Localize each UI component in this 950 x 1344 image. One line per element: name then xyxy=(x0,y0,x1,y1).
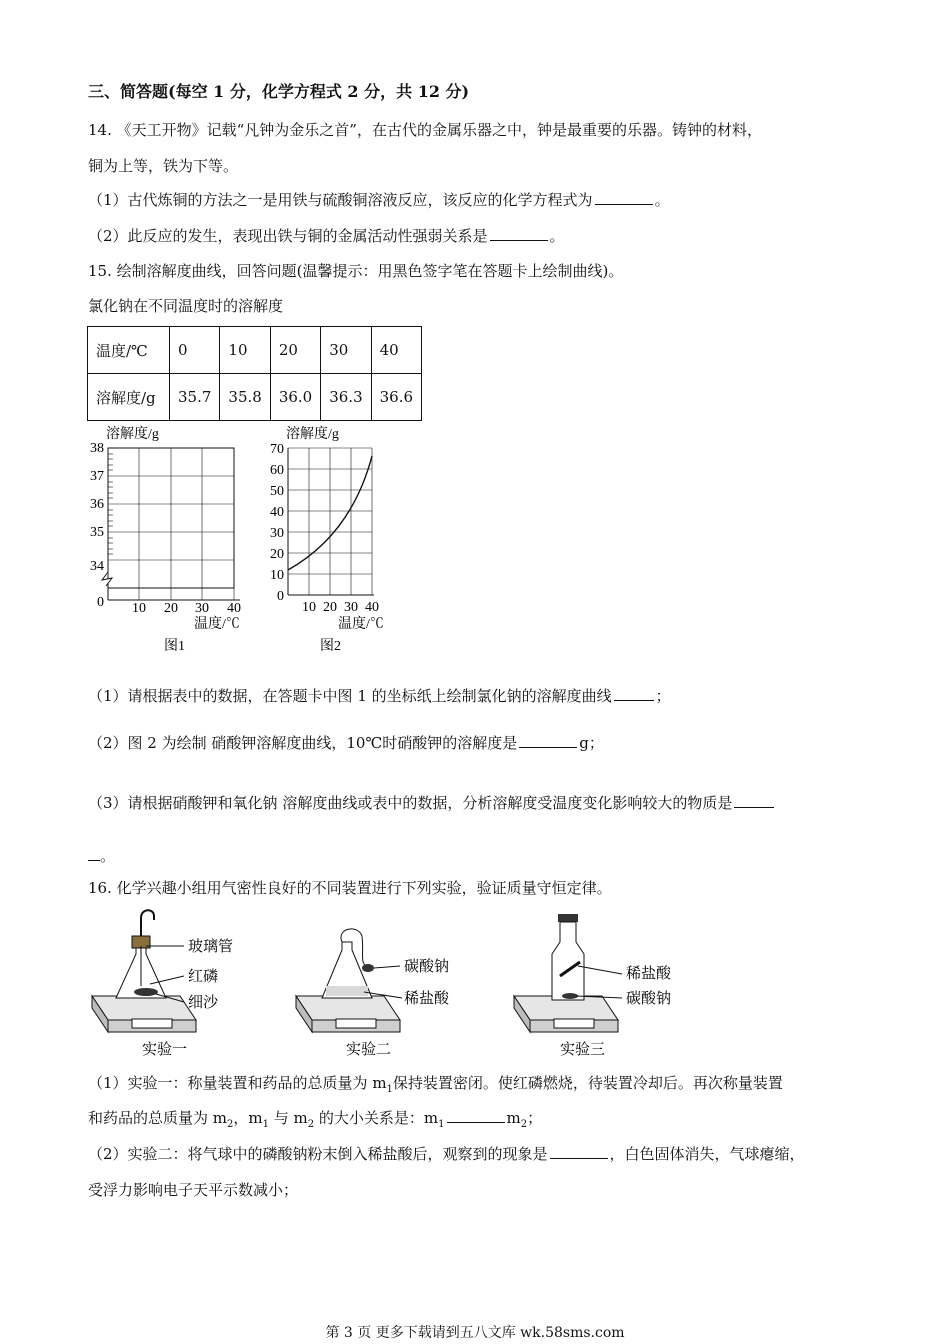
q15-intro: 15. 绘制溶解度曲线，回答问题(温馨提示：用黑色签字笔在答题卡上绘制曲线)。 xyxy=(88,262,624,280)
q14-part1 xyxy=(88,190,670,210)
table-cell: 10 xyxy=(220,327,270,374)
tick-label: 38 xyxy=(90,441,104,456)
table-cell: 溶解度/g xyxy=(88,374,170,421)
tick-label: 10 xyxy=(270,568,284,583)
subscript: 2 xyxy=(307,1119,315,1130)
answer-blank[interactable] xyxy=(550,1144,608,1159)
tick-label: 30 xyxy=(195,601,209,616)
solubility-table xyxy=(87,326,422,421)
table-cell: 30 xyxy=(321,327,371,374)
text: （1）实验一：称量装置和药品的总质量为 m xyxy=(88,1074,387,1092)
tick-label: 30 xyxy=(344,600,358,615)
exp2-caption: 实验二 xyxy=(346,1040,392,1058)
tick-label: 10 xyxy=(132,601,146,616)
exp3-label: 稀盐酸 xyxy=(626,964,672,982)
subscript: 1 xyxy=(438,1119,445,1130)
text: ； xyxy=(527,1109,543,1127)
answer-blank[interactable] xyxy=(519,733,577,748)
q14-part2-text: （2）此反应的发生，表现出铁与铜的金属活动性强弱关系是 xyxy=(88,227,488,245)
q14-line2: 铜为上等，铁为下等。 xyxy=(88,157,239,175)
table-cell: 40 xyxy=(371,327,421,374)
section-title: 三、简答题(每空 1 分，化学方程式 2 分，共 12 分) xyxy=(88,82,470,101)
tick-label: 0 xyxy=(277,589,284,604)
fig2-ylabel: 溶解度/g xyxy=(286,427,339,442)
q14-part2-end: 。 xyxy=(549,227,565,245)
table-cell: 温度/℃ xyxy=(88,327,170,374)
q15-part2 xyxy=(88,733,604,753)
answer-blank[interactable] xyxy=(490,226,548,241)
exp1-label: 红磷 xyxy=(188,967,219,985)
exp2-label: 稀盐酸 xyxy=(404,989,450,1007)
figure-1-grid xyxy=(80,420,270,660)
text: ，白色固体消失，气球瘪缩， xyxy=(609,1145,805,1163)
q16-intro: 16. 化学兴趣小组用气密性良好的不同装置进行下列实验，验证质量守恒定律。 xyxy=(88,879,612,897)
table-cell: 36.6 xyxy=(371,374,421,421)
q14-line1: 14. 《天工开物》记载“凡钟为金乐之首”，在古代的金属乐器之中，钟是最重要的乐器。铸钟的材料， xyxy=(88,121,762,139)
q15-part3-end: 。 xyxy=(100,847,116,865)
tick-label: 37 xyxy=(90,469,104,484)
q16-part2-line1 xyxy=(88,1144,805,1164)
text: 保持装置密闭。使红磷燃烧，待装置冷却后。再次称量装置 xyxy=(392,1074,783,1092)
q14-part1-text: （1）古代炼铜的方法之一是用铁与硫酸铜溶液反应，该反应的化学方程式为 xyxy=(88,191,593,209)
exp1-label: 玻璃管 xyxy=(188,937,234,955)
fig1-ylabel: 溶解度/g xyxy=(106,427,159,442)
answer-blank[interactable] xyxy=(595,190,653,205)
exp1-caption: 实验一 xyxy=(142,1040,188,1058)
tick-label: 20 xyxy=(164,601,178,616)
q15-part1-text: （1）请根据表中的数据，在答题卡中图 1 的坐标纸上绘制氯化钠的溶解度曲线 xyxy=(88,687,612,705)
table-row xyxy=(88,374,422,421)
figure-2-curve xyxy=(260,420,410,660)
q15-part3 xyxy=(88,793,776,813)
text: 与 m xyxy=(268,1109,308,1127)
tick-label: 40 xyxy=(227,601,241,616)
answer-blank[interactable] xyxy=(88,846,100,861)
tick-label: 10 xyxy=(302,600,316,615)
fig1-xlabel: 温度/℃ xyxy=(194,617,240,632)
q15-part1 xyxy=(88,686,671,706)
tick-label: 70 xyxy=(270,442,284,457)
tick-label: 30 xyxy=(270,526,284,541)
fig2-caption: 图2 xyxy=(320,639,341,654)
table-cell: 20 xyxy=(270,327,320,374)
fig1-caption: 图1 xyxy=(164,639,185,654)
table-cell: 35.7 xyxy=(170,374,220,421)
experiment-3-diagram xyxy=(510,906,710,1066)
tick-label: 40 xyxy=(365,600,379,615)
subscript: 1 xyxy=(386,1084,393,1095)
q15-part1-end: ； xyxy=(655,687,671,705)
q15-part2-end: g； xyxy=(579,734,604,752)
subscript: 2 xyxy=(227,1119,234,1130)
subscript: 1 xyxy=(262,1119,269,1130)
tick-label: 50 xyxy=(270,484,284,499)
table-cell: 35.8 xyxy=(220,374,270,421)
table-cell: 36.0 xyxy=(270,374,320,421)
text: ，m xyxy=(233,1109,263,1127)
q15-part3-cont xyxy=(88,846,115,866)
table-cell: 0 xyxy=(170,327,220,374)
answer-blank[interactable] xyxy=(447,1108,505,1123)
q15-part3-text: （3）请根据硝酸钾和氧化钠 溶解度曲线或表中的数据，分析溶解度受温度变化影响较大的物质是 xyxy=(88,794,733,812)
exp3-caption: 实验三 xyxy=(560,1040,606,1058)
text: （2）实验二：将气球中的磷酸钠粉末倒入稀盐酸后，观察到的现象是 xyxy=(88,1145,548,1163)
q16-part2-line2: 受浮力影响电子天平示数减小； xyxy=(88,1181,299,1199)
tick-label: 20 xyxy=(323,600,337,615)
tick-label: 34 xyxy=(90,559,104,574)
exp2-label: 碳酸钠 xyxy=(404,957,450,975)
subscript: 2 xyxy=(520,1119,528,1130)
exp1-label: 细沙 xyxy=(188,993,219,1011)
fig2-xlabel: 温度/℃ xyxy=(338,617,384,632)
tick-label: 40 xyxy=(270,505,284,520)
q14-part2 xyxy=(88,226,565,246)
q15-part2-text: （2）图 2 为绘制 硝酸钾溶解度曲线，10℃时硝酸钾的溶解度是 xyxy=(88,734,518,752)
text: 的大小关系是：m xyxy=(314,1109,439,1127)
exp3-label: 碳酸钠 xyxy=(626,989,672,1007)
tick-label: 20 xyxy=(270,547,284,562)
q16-part1-line2 xyxy=(88,1108,542,1135)
text: 和药品的总质量为 m xyxy=(88,1109,227,1127)
experiment-1-diagram xyxy=(84,906,284,1066)
tick-label: 36 xyxy=(90,497,104,512)
tick-label: 0 xyxy=(97,595,104,610)
tick-label: 35 xyxy=(90,525,104,540)
table-title: 氯化钠在不同温度时的溶解度 xyxy=(88,297,284,315)
q16-part1-line1 xyxy=(88,1073,783,1100)
page-footer: 第 3 页 更多下载请到五八文库 wk.58sms.com xyxy=(325,1325,625,1341)
answer-blank[interactable] xyxy=(734,793,774,808)
q14-part1-end: 。 xyxy=(654,191,670,209)
table-cell: 36.3 xyxy=(321,374,371,421)
experiment-2-diagram xyxy=(292,906,492,1066)
tick-label: 60 xyxy=(270,463,284,478)
answer-blank[interactable] xyxy=(614,686,654,701)
text: m xyxy=(506,1109,521,1127)
table-row xyxy=(88,327,422,374)
